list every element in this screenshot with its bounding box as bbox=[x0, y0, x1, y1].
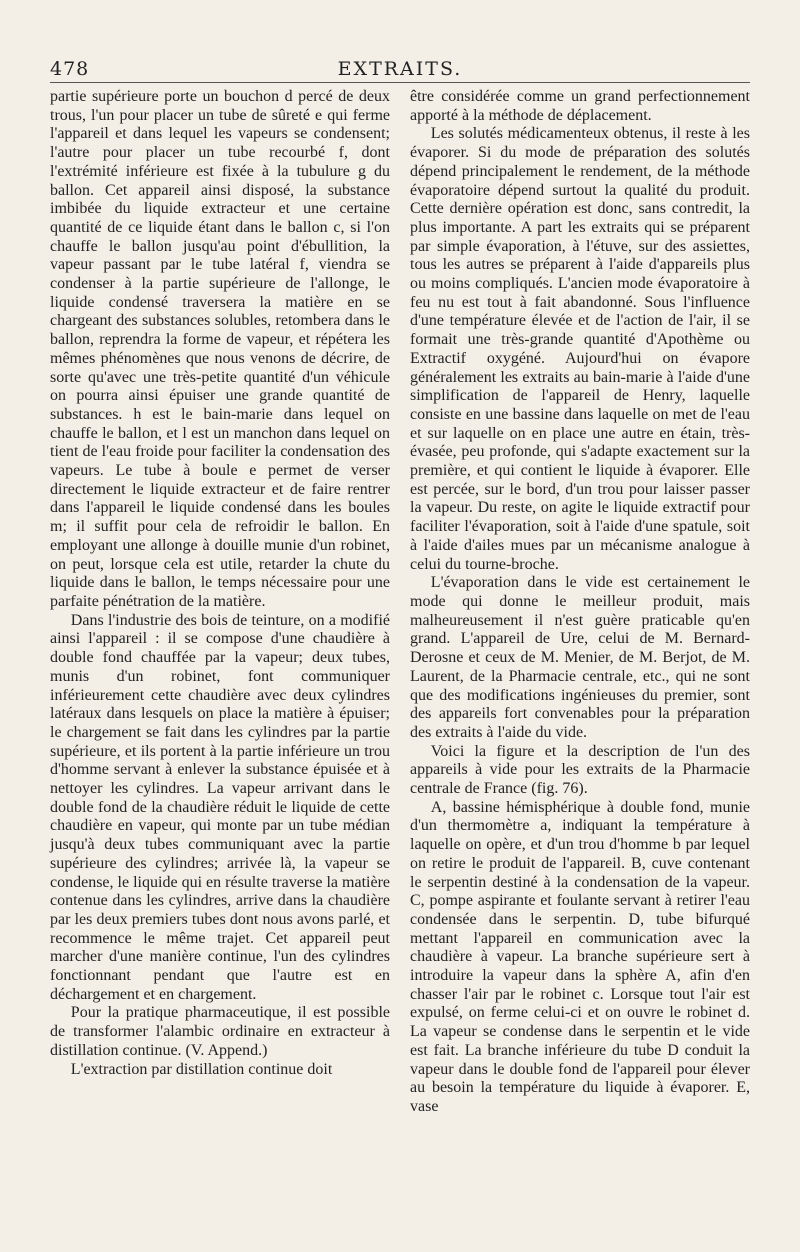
left-column bbox=[50, 88, 390, 1079]
paragraph: Pour la pratique pharmaceutique, il est possible de transformer l'alambic ordinaire en extracteur à distillation continue. (V. Append.) bbox=[50, 1004, 390, 1059]
paragraph: être considérée comme un grand perfectionnement apporté à la méthode de déplacement. bbox=[410, 88, 750, 124]
paragraph: L'extraction par distillation continue doit bbox=[70, 1060, 333, 1078]
running-header bbox=[50, 58, 750, 83]
paragraph: Voici la figure et la description de l'un des appareils à vide pour les extraits de la Pharmacie centrale de France (fig. 76). bbox=[410, 742, 750, 798]
right-column bbox=[410, 88, 750, 1117]
page-number: 478 bbox=[50, 58, 90, 80]
text-columns bbox=[50, 88, 750, 1204]
paragraph: L'évaporation dans le vide est certainement le mode qui donne le meilleur produit, mais malheureusement il n'est guère praticable qu'en grand. L'appareil de Ure, celui de M. Bernard-Derosne et ceux de M. Menier, de M. Berjot, de M. Laurent, de la Pharmacie centrale, etc., qui ne sont que des modifications ingénieuses du premier, sont des appareils fort convenables pour la préparation des extraits à l'aide du vide. bbox=[410, 574, 750, 741]
running-title: EXTRAITS. bbox=[337, 58, 463, 80]
paragraph: partie supérieure porte un bouchon d percé de deux trous, l'un pour placer un tube de sûreté e qui ferme l'appareil et dans lequel les vapeurs se condensent; l'autre pour placer un tube recourbé f, dont l'extrémité inférieure est fixée à la tubulure g du ballon. Cet appareil ainsi disposé, la substance imbibée du liquide extracteur et une certaine quantité de ce liquide étant dans le ballon c, si l'on chauffe le ballon jusqu'au point d'ébullition, la vapeur passant par le tube latéral f, viendra se condenser à la partie supérieure de l'allonge, le liquide condensé traversera la matière en se chargeant des substances solubles, retombera dans le ballon, reprendra la forme de vapeur, et répétera les mêmes phénomènes que nous venons de décrire, de sorte qu'avec une très-petite quantité d'un véhicule on pourra ainsi épuiser une grande quantité de substances. h est le bain-marie dans lequel on chauffe le ballon, et l est un manchon dans lequel on tient de l'eau froide pour faciliter la condensation des vapeurs. Le tube à boule e permet de verser directement le liquide extracteur et de faire rentrer dans l'appareil le liquide condensé dans les boules m; il suffit pour cela de refroidir le ballon. En employant une allonge à douille munie d'un robinet, on peut, lorsque cela est utile, retarder la chute du liquide dans le ballon, le temps nécessaire pour une parfaite pénétration de la matière. bbox=[50, 88, 390, 610]
paragraph: Dans l'industrie des bois de teinture, on a modifié ainsi l'appareil : il se compose d'une chaudière à double fond chauffée par la vapeur; deux tubes, munis d'un robinet, font communiquer inférieurement cette chaudière avec deux cylindres latéraux dans lesquels on place la matière à épuiser; le chargement se fait dans les cylindres par la partie supérieure, et ils portent à la partie inférieure un trou d'homme servant à enlever la substance épuisée et à nettoyer les cylindres. La vapeur arrivant dans le double fond de la chaudière réduit le liquide de cette chaudière en vapeur, qui monte par un tube médian jusqu'à deux tubes communiquant avec la partie supérieure des cylindres; arrivée là, la vapeur se condense, le liquide qui en résulte traverse la matière contenue dans les cylindres, arrive dans la chaudière par les deux premiers tubes dont nous avons parlé, et recommence le même trajet. Cet appareil peut marcher d'une manière continue, l'un des cylindres fonctionnant pendant que l'autre est en déchargement et en chargement. bbox=[50, 611, 390, 1003]
paragraph: Les solutés médicamenteux obtenus, il reste à les évaporer. Si du mode de préparation des solutés dépend principalement le rendement, de la méthode évaporatoire dépend surtout la qualité du produit. Cette dernière opération est donc, sans contredit, la plus importante. A part les extraits qui se préparent par simple évaporation, à l'étuve, sur des assiettes, tous les autres se préparent à l'aide d'appareils plus ou moins compliqués. L'ancien mode évaporatoire à feu nu est tout à fait abandonné. Sous l'influence d'une température élevée et de l'action de l'air, il se formait une très-grande quantité d'Apothème ou Extractif oxygéné. Aujourd'hui on évapore généralement les extraits au bain-marie à l'aide d'une simplification de l'appareil de Henry, laquelle consiste en une bassine dans laquelle on met de l'eau et sur laquelle on en place une autre en étain, très-évasée, peu profonde, qui s'adapte exactement sur la première, et qui contient le liquide à évaporer. Elle est percée, sur le bord, d'un trou pour laisser passer la vapeur. Du reste, on agite le liquide extractif pour faciliter l'évaporation, soit à l'aide d'une spatule, soit à l'aide d'ailes mues par un mécanisme analogue à celui du tourne-broche. bbox=[410, 125, 750, 573]
paragraph: A, bassine hémisphérique à double fond, munie d'un thermomètre a, indiquant la température à laquelle on opère, et d'un trou d'homme b par lequel on retire le produit de l'appareil. B, cuve contenant le serpentin destiné à la condensation de la vapeur. C, pompe aspirante et foulante servant à retirer l'eau condensée dans le serpentin. D, tube bifurqué mettant l'appareil en communication avec la chaudière à vapeur. La branche supérieure sert à introduire la vapeur dans la sphère A, afin d'en chasser l'air par le robinet c. Lorsque tout l'air est expulsé, on ferme celui-ci et on ouvre le robinet d. La vapeur se condense dans le serpentin et le vide est fait. La branche inférieure du tube D conduit la vapeur dans le double fond de l'appareil pour élever au besoin la température du liquide à évaporer. E, vase bbox=[410, 798, 750, 1115]
